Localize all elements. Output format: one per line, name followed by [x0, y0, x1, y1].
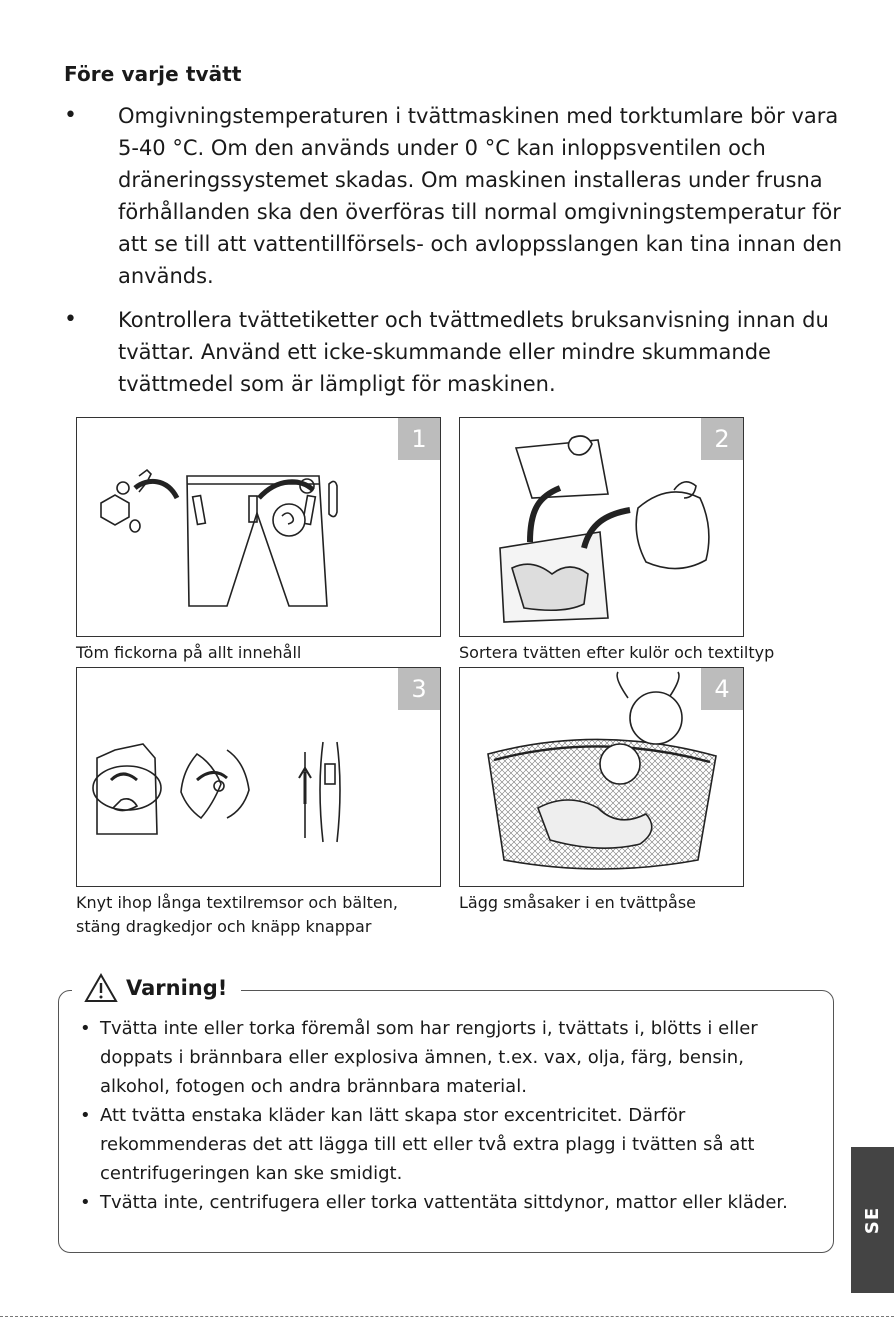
instruction-item — [64, 100, 844, 292]
step-1-caption: Töm fickorna på allt innehåll — [76, 643, 302, 662]
warning-text: Tvätta inte eller torka föremål som har rengjorts i, tvättats i, blötts i eller doppats i brännbara eller explosiva ämnen, t.ex. vax, olja, färg, bensin, alkohol, fotogen och andra brännbara material. — [100, 1018, 758, 1097]
step-number-badge: 1 — [398, 418, 440, 460]
bullet-icon: • — [80, 1018, 91, 1039]
bullet-icon: • — [64, 307, 77, 332]
instruction-list — [64, 100, 844, 412]
step-number-badge: 2 — [701, 418, 743, 460]
step-3-caption: Knyt ihop långa textilremsor och bälten, stäng dragkedjor och knäpp knappar — [76, 893, 398, 936]
step-number-badge: 4 — [701, 668, 743, 710]
page-trim-line — [0, 1316, 894, 1317]
warning-triangle-icon — [84, 973, 118, 1003]
empty-pockets-icon — [77, 418, 439, 635]
language-code: SE — [861, 1206, 883, 1234]
step-2-caption: Sortera tvätten efter kulör och textiltyp — [459, 643, 775, 662]
step-2-illustration — [459, 417, 744, 637]
warning-item — [78, 1188, 818, 1217]
warning-header — [72, 973, 241, 1003]
warning-item — [78, 1101, 818, 1188]
warning-text: Att tvätta enstaka kläder kan lätt skapa stor excentricitet. Därför rekommenderas det att lägga till ett eller två extra plagg i tvätten så att centrifugeringen kan ske smidigt. — [100, 1105, 755, 1184]
step-3-illustration — [76, 667, 441, 887]
bullet-icon: • — [64, 103, 77, 128]
warning-text: Tvätta inte, centrifugera eller torka vattentäta sittdynor, mattor eller kläder. — [100, 1192, 788, 1213]
step-1-illustration — [76, 417, 441, 637]
instruction-item — [64, 304, 844, 400]
warning-item — [78, 1014, 818, 1101]
tie-and-close-icon — [77, 668, 439, 885]
instruction-text: Kontrollera tvättetiketter och tvättmedlets bruksanvisning innan du tvättar. Använd ett icke-skummande eller mindre skummande tvättmedel som är lämpligt för maskinen. — [118, 308, 829, 396]
sort-laundry-icon — [460, 418, 742, 635]
step-4-caption: Lägg småsaker i en tvättpåse — [459, 893, 697, 912]
section-heading: Före varje tvätt — [64, 62, 242, 86]
warning-title: Varning! — [126, 976, 228, 1000]
bullet-icon: • — [80, 1105, 91, 1126]
language-tab — [851, 1147, 894, 1293]
instruction-text: Omgivningstemperaturen i tvättmaskinen med torktumlare bör vara 5-40 °C. Om den används under 0 °C kan inloppsventilen och dräneringssystemet skadas. Om maskinen installeras under frusna förhållanden ska den överföras till normal omgivningstemperatur för att se till att vattentillförsels- och avloppsslangen kan tina innan den används. — [118, 104, 843, 288]
step-number-badge: 3 — [398, 668, 440, 710]
bullet-icon: • — [80, 1192, 91, 1213]
warning-list — [78, 1014, 818, 1217]
step-4-illustration — [459, 667, 744, 887]
laundry-bag-icon — [460, 668, 742, 885]
